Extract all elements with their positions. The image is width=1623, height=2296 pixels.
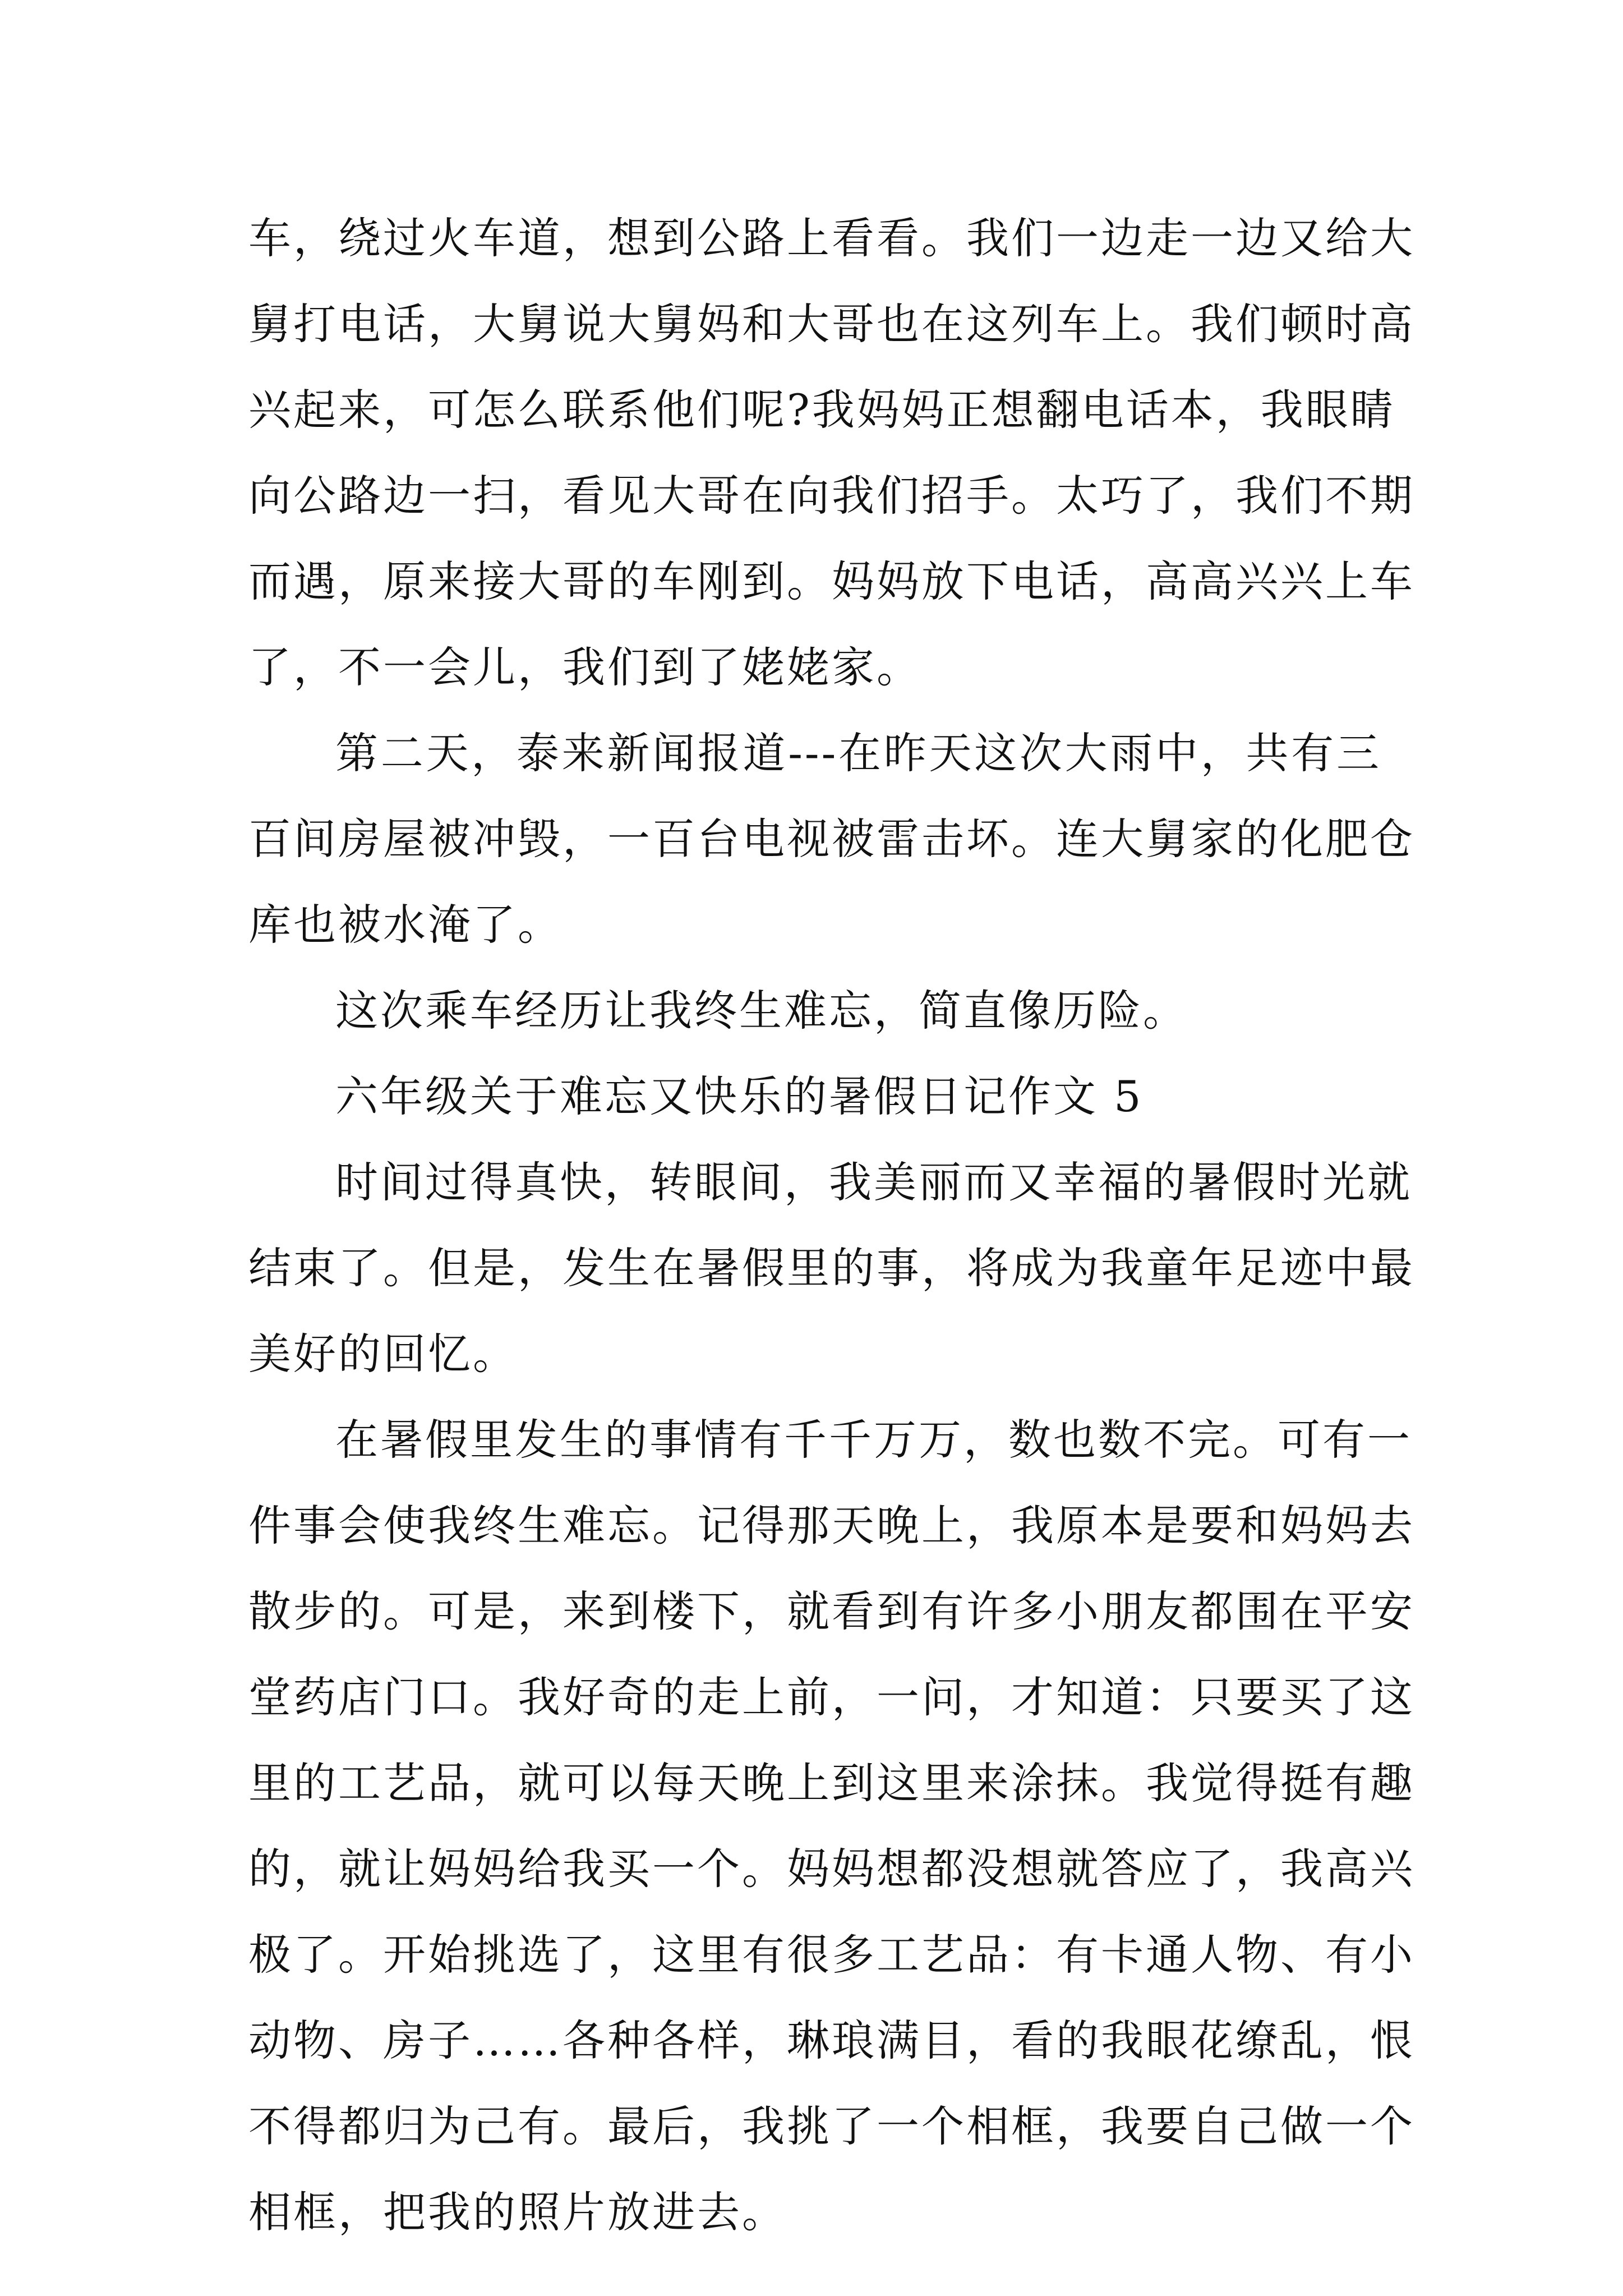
section-title: 六年级关于难忘又快乐的暑假日记作文 5 (335, 1071, 1144, 1121)
paragraph-line: 库也被水淹了。 (248, 900, 562, 950)
paragraph-line: 堂药店门口。我好奇的走上前，一问，才知道：只要买了这 (248, 1672, 1415, 1722)
paragraph-line: 这次乘车经历让我终生难忘，简直像历险。 (335, 986, 1188, 1036)
paragraph-line: 而遇，原来接大哥的车刚到。妈妈放下电话，高高兴兴上车 (248, 556, 1415, 606)
paragraph-line: 了，不一会儿，我们到了姥姥家。 (248, 642, 921, 692)
paragraph-line: 极了。开始挑选了，这里有很多工艺品：有卡通人物、有小 (248, 1930, 1415, 1980)
paragraph-line: 时间过得真快，转眼间，我美丽而又幸福的暑假时光就 (335, 1157, 1412, 1207)
paragraph-line: 散步的。可是，来到楼下，就看到有许多小朋友都围在平安 (248, 1586, 1415, 1636)
paragraph-line: 的，就让妈妈给我买一个。妈妈想都没想就答应了，我高兴 (248, 1844, 1415, 1894)
paragraph-line: 件事会使我终生难忘。记得那天晚上，我原本是要和妈妈去 (248, 1501, 1415, 1550)
paragraph-line: 在暑假里发生的事情有千千万万，数也数不完。可有一 (335, 1415, 1412, 1465)
document-body (248, 195, 1415, 2255)
paragraph-line: 动物、房子……各种各样，琳琅满目，看的我眼花缭乱，恨 (248, 2016, 1415, 2065)
paragraph-line: 第二天，泰来新闻报道---在昨天这次大雨中，共有三 (335, 728, 1381, 778)
paragraph-line: 里的工艺品，就可以每天晚上到这里来涂抹。我觉得挺有趣 (248, 1758, 1415, 1808)
paragraph-line: 车，绕过火车道，想到公路上看看。我们一边走一边又给大 (248, 213, 1415, 263)
paragraph-line: 相框，把我的照片放进去。 (248, 2187, 787, 2237)
paragraph-line: 向公路边一扫，看见大哥在向我们招手。太巧了，我们不期 (248, 471, 1415, 521)
paragraph-line: 百间房屋被冲毁，一百台电视被雷击坏。连大舅家的化肥仓 (248, 814, 1415, 864)
paragraph-line: 舅打电话，大舅说大舅妈和大哥也在这列车上。我们顿时高 (248, 299, 1415, 349)
paragraph-line: 结束了。但是，发生在暑假里的事，将成为我童年足迹中最 (248, 1243, 1415, 1293)
paragraph-line: 美好的回忆。 (248, 1329, 518, 1379)
paragraph-line: 兴起来，可怎么联系他们呢?我妈妈正想翻电话本，我眼睛 (248, 385, 1395, 435)
paragraph-line: 不得都归为己有。最后，我挑了一个相框，我要自己做一个 (248, 2101, 1415, 2151)
